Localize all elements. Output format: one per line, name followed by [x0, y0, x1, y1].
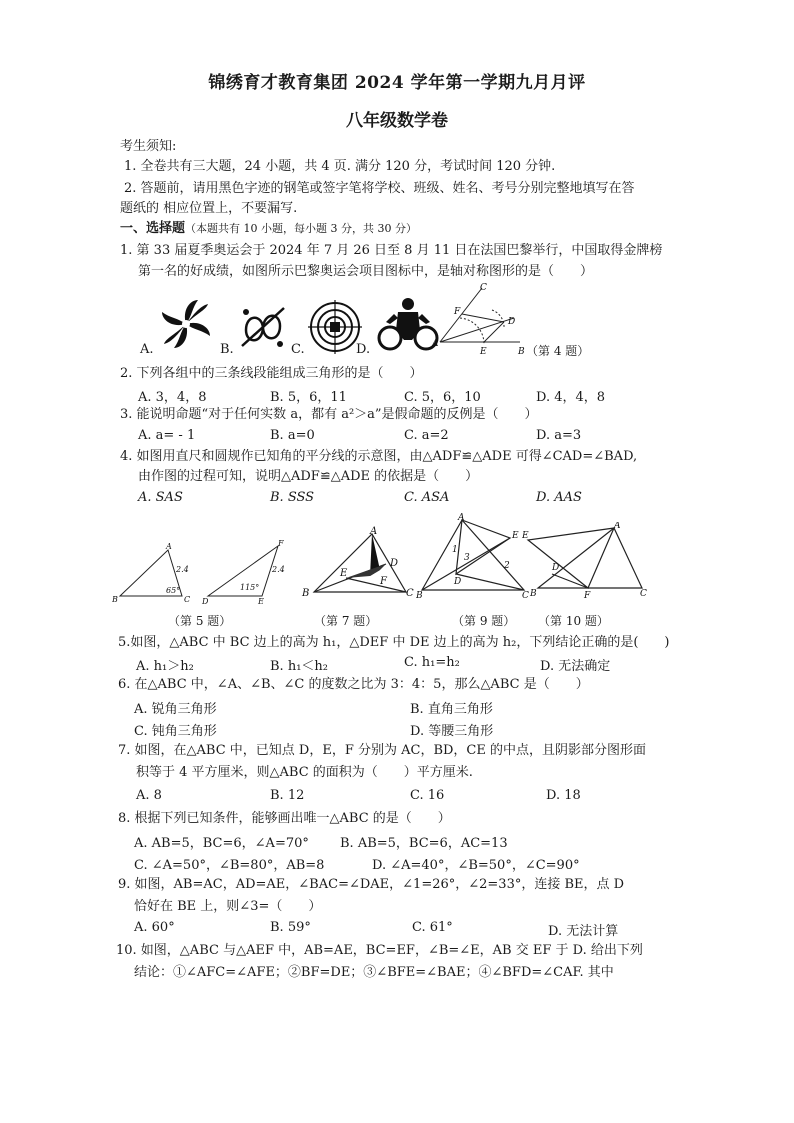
q7-line-2: 积等于 4 平方厘米，则△ABC 的面积为（ ）平方厘米. — [136, 765, 473, 780]
fig5-label-f: F — [278, 540, 284, 548]
q8-stem: 8. 根据下列已知条件，能够画出唯一△ABC 的是（ ） — [118, 811, 451, 826]
q10-line-1: 10. 如图，△ABC 与△AEF 中，AB=AE，BC=EF，∠B=∠E，AB 交 EF 于 D. 给出下列 — [116, 943, 643, 958]
q3-option-c: C. a=2 — [404, 428, 449, 443]
q3-option-b: B. a=0 — [270, 428, 315, 443]
fig5-length-left: 2.4 — [176, 565, 189, 574]
q1-line-1: 1. 第 33 届夏季奥运会于 2024 年 7 月 26 日至 8 月 11 日在法国巴黎举行，中国取得金牌榜 — [120, 243, 663, 258]
q4-line-2: 由作图的过程可知，说明△ADF≌△ADE 的依据是（ ） — [138, 469, 479, 484]
fig5-label-a: A — [166, 542, 172, 551]
exam-title: 锦绣育才教育集团 2024 学年第一学期九月月评 — [208, 73, 586, 93]
q8-option-b: B. AB=5，BC=6，AC=13 — [340, 836, 508, 851]
fig7-label-a: A — [370, 526, 378, 537]
fig10-label-a: A — [614, 522, 621, 531]
q5-option-c: C. h₁=h₂ — [404, 655, 460, 670]
q4-line-1: 4. 如图用直尺和圆规作已知角的平分线的示意图，由△ADF≌△ADE 可得∠CAD=∠BAD, — [120, 449, 638, 464]
figure-5-triangles — [112, 540, 290, 606]
figure-4-caption: （第 4 题） — [526, 344, 590, 358]
fig9-label-a: A — [458, 513, 465, 523]
q9-line-2: 恰好在 BE 上，则∠3=（ ） — [134, 899, 322, 914]
target-icon — [308, 300, 362, 354]
fig9-label-e: E — [512, 531, 519, 541]
q9-option-b: B. 59° — [270, 920, 311, 935]
q2-option-c: C. 5，6，10 — [404, 390, 481, 405]
q5-stem: 5.如图，△ABC 中 BC 边上的高为 h₁，△DEF 中 DE 边上的高为 h₂，下列结论正确的是( ) — [118, 635, 670, 650]
q9-line-1: 9. 如图，AB=AC，AD=AE，∠BAC=∠DAE，∠1=26°，∠2=33°，连接 BE，点 D — [118, 877, 625, 892]
q1-option-b: B. — [220, 342, 234, 357]
q4-option-d: D. AAS — [536, 490, 582, 505]
q6-option-c: C. 钝角三角形 — [134, 724, 217, 739]
fig7-label-e: E — [340, 568, 348, 579]
q2-option-d: D. 4，4，8 — [536, 390, 606, 405]
fig4-label-a: A — [432, 339, 439, 349]
figure-9-triangles — [416, 512, 530, 600]
fig10-label-e: E — [522, 531, 529, 541]
fig5-length-right: 2.4 — [272, 565, 285, 574]
infinity-loop-icon — [236, 300, 290, 354]
q7-option-b: B. 12 — [270, 788, 305, 803]
q5-option-d: D. 无法确定 — [540, 659, 611, 674]
fig9-angle-3: 3 — [464, 553, 470, 563]
fig4-label-f: F — [454, 307, 461, 317]
fig5-label-e: E — [258, 597, 264, 606]
fig10-label-c: C — [640, 589, 647, 599]
q9-option-d: D. 无法计算 — [548, 924, 619, 939]
figure-4-angle-bisector — [432, 282, 532, 356]
q7-option-d: D. 18 — [546, 788, 581, 803]
notice-heading: 考生须知: — [120, 139, 177, 154]
q8-option-a: A. AB=5，BC=6，∠A=70° — [134, 836, 309, 851]
fig9-angle-2: 2 — [504, 561, 510, 571]
fig4-label-e: E — [480, 347, 487, 356]
q9-option-c: C. 61° — [412, 920, 453, 935]
fig7-label-c: C — [406, 588, 414, 599]
section-note: （本题共有 10 小题，每小题 3 分，共 30 分） — [185, 222, 417, 235]
q4-option-b: B. SSS — [270, 490, 315, 505]
q3-option-d: D. a=3 — [536, 428, 582, 443]
notice-item-2-line-2: 题纸的 相应位置上，不要漏写. — [120, 201, 298, 216]
fig7-label-b: B — [302, 588, 310, 599]
fig9-label-b: B — [416, 591, 423, 600]
figure-5-caption: （第 5 题） — [168, 614, 232, 628]
q2-stem: 2. 下列各组中的三条线段能组成三角形的是（ ） — [120, 366, 423, 381]
q5-option-a: A. h₁＞h₂ — [136, 659, 194, 674]
q4-option-a: A. SAS — [138, 490, 183, 505]
fig5-label-b: B — [112, 595, 118, 604]
notice-item-2-line-1: 2. 答题前，请用黑色字迹的钢笔或签字笔将学校、班级、姓名、考号分别完整地填写在答 — [124, 181, 635, 196]
q2-option-a: A. 3，4，8 — [138, 390, 207, 405]
figure-7-caption: （第 7 题） — [314, 614, 378, 628]
q7-option-c: C. 16 — [410, 788, 445, 803]
q4-option-c: C. ASA — [404, 490, 450, 505]
fig5-angle-left: 65° — [166, 586, 181, 595]
fig5-angle-right: 115° — [240, 583, 260, 592]
fig9-label-d: D — [454, 577, 462, 587]
q6-option-b: B. 直角三角形 — [410, 702, 493, 717]
q1-option-a: A. — [140, 342, 154, 357]
fig9-angle-1: 1 — [452, 545, 458, 555]
q8-option-d: D. ∠A=40°，∠B=50°，∠C=90° — [372, 858, 580, 873]
q6-option-a: A. 锐角三角形 — [134, 702, 217, 717]
q6-stem: 6. 在△ABC 中，∠A、∠B、∠C 的度数之比为 3：4：5，那么△ABC 是（ ） — [118, 677, 589, 692]
fig10-label-f: F — [584, 591, 591, 600]
q1-option-c: C. — [291, 342, 305, 357]
q9-option-a: A. 60° — [134, 920, 175, 935]
q6-option-d: D. 等腰三角形 — [410, 724, 494, 739]
pinwheel-icon — [156, 296, 216, 354]
fig9-label-c: C — [522, 591, 529, 600]
fig5-label-c: C — [184, 595, 191, 604]
q3-stem: 3. 能说明命题“对于任何实数 a，都有 a²＞a”是假命题的反例是（ ） — [120, 407, 538, 422]
figure-10-caption: （第 10 题） — [538, 614, 609, 628]
q7-option-a: A. 8 — [136, 788, 162, 803]
cyclist-icon — [376, 296, 440, 354]
q1-line-2: 第一名的好成绩，如图所示巴黎奥运会项目图标中，是轴对称图形的是（ ） — [138, 264, 594, 279]
q10-line-2: 结论：①∠AFC=∠AFE；②BF=DE；③∠BFE=∠BAE；④∠BFD=∠CAF. 其中 — [134, 965, 614, 980]
fig4-label-b: B — [518, 347, 525, 356]
fig10-label-d: D — [552, 563, 560, 573]
fig7-label-f: F — [380, 576, 387, 587]
fig5-label-d: D — [202, 597, 209, 606]
figure-7-triangle — [300, 526, 420, 604]
fig4-label-c: C — [480, 283, 487, 293]
q7-line-1: 7. 如图，在△ABC 中，已知点 D，E，F 分别为 AC，BD，CE 的中点，且阴影部分图形面 — [118, 743, 647, 758]
figure-9-caption: （第 9 题） — [452, 614, 516, 628]
fig7-label-d: D — [390, 558, 399, 569]
fig10-label-b: B — [530, 589, 537, 599]
notice-item-1: 1. 全卷共有三大题，24 小题，共 4 页. 满分 120 分，考试时间 120 分钟. — [124, 159, 556, 174]
fig4-label-d: D — [508, 317, 516, 327]
q1-option-d: D. — [356, 342, 371, 357]
section-heading — [120, 220, 417, 238]
figure-10-triangles — [522, 522, 654, 600]
q2-option-b: B. 5，6，11 — [270, 390, 347, 405]
q5-option-b: B. h₁＜h₂ — [270, 659, 328, 674]
exam-subtitle: 八年级数学卷 — [346, 111, 448, 131]
section-title: 一、选择题 — [120, 221, 186, 236]
q3-option-a: A. a= - 1 — [138, 428, 196, 443]
q8-option-c: C. ∠A=50°，∠B=80°，AB=8 — [134, 858, 325, 873]
